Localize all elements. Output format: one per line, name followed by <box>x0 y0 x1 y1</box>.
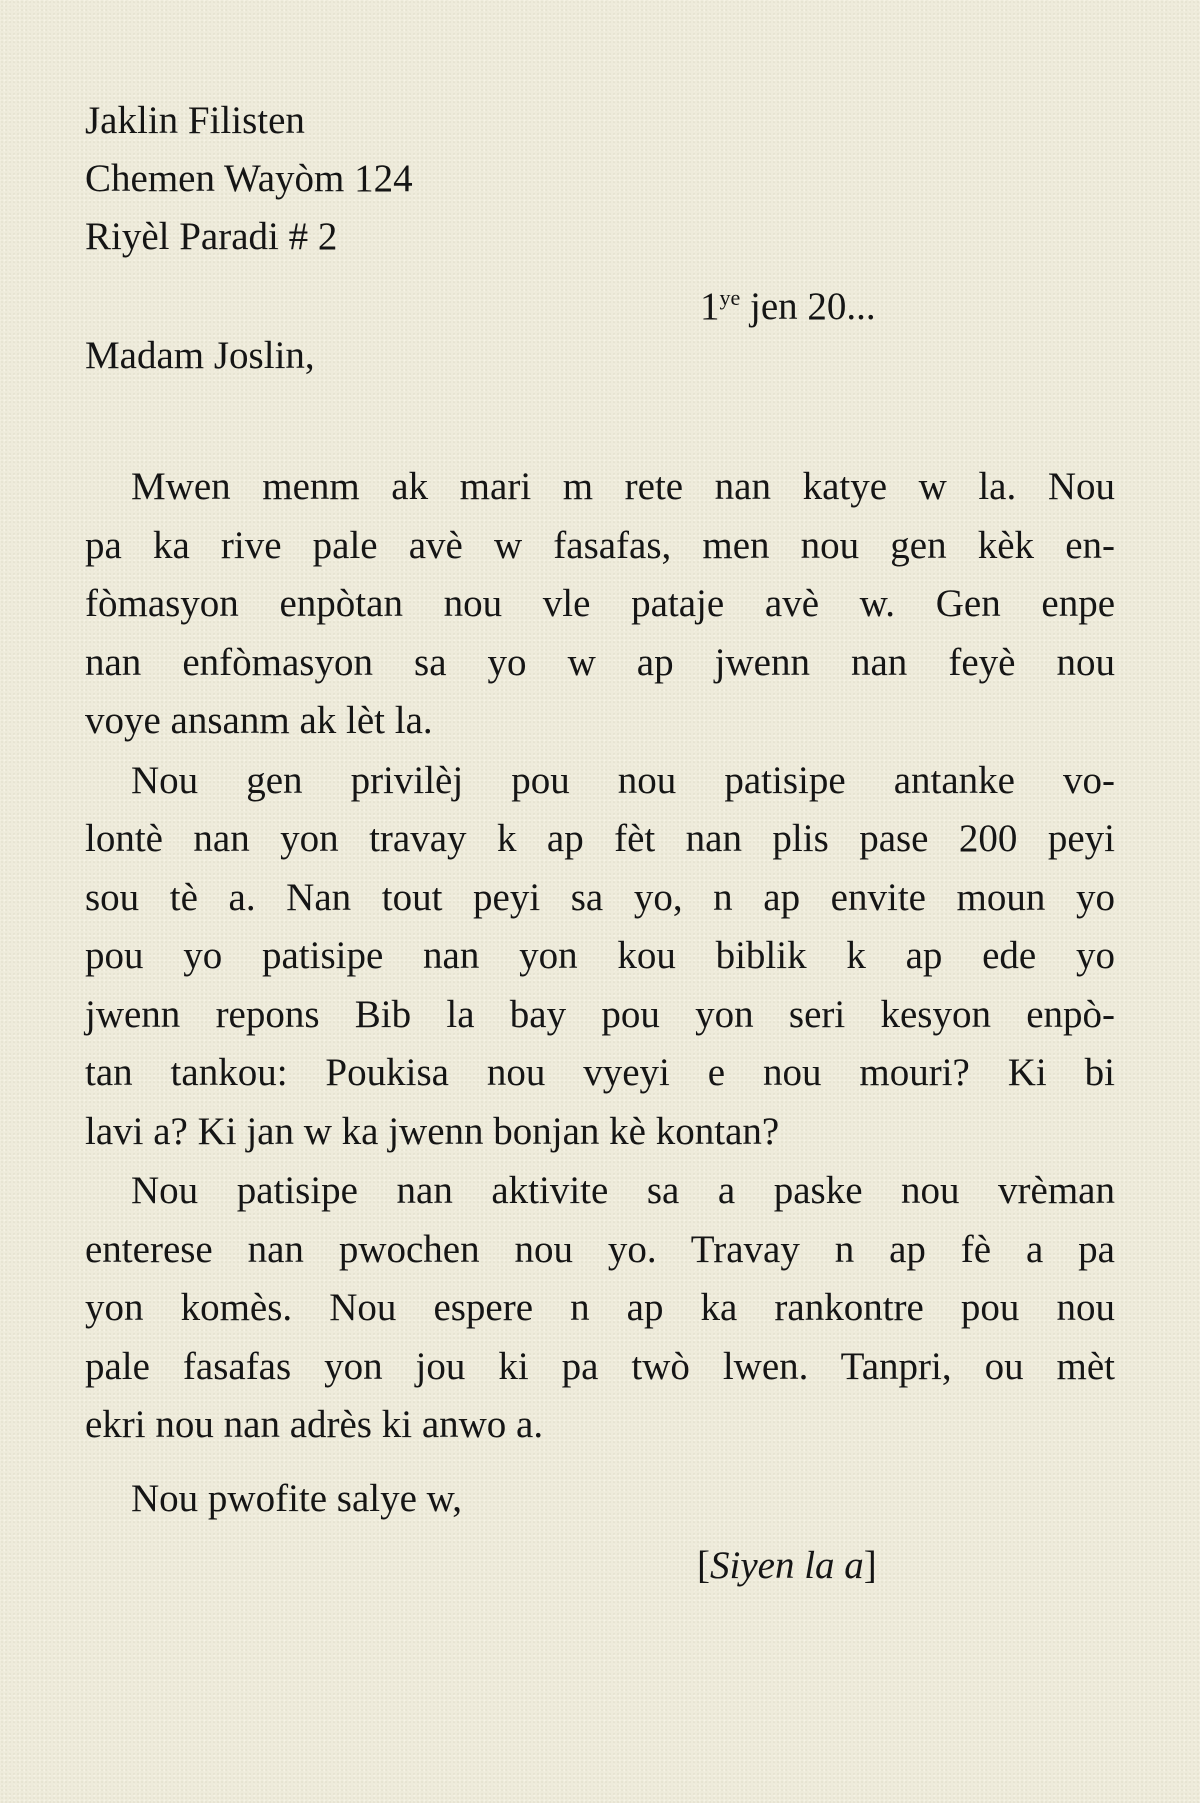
bracket-open: [ <box>697 1544 710 1587</box>
date-suffix: ye <box>719 285 741 310</box>
text-line: voye ansanm ak lèt la. <box>85 699 433 742</box>
text-line: enterese nan pwochen nou yo. Travay n ap fè a pa <box>85 1227 1115 1271</box>
text-line: ekri nou nan adrès ki anwo a. <box>85 1403 544 1446</box>
letter-body <box>85 458 1115 1456</box>
closing: Nou pwofite salye w, <box>131 1477 463 1520</box>
text-line: pale fasafas yon jou ki pa twò lwen. Tanpri, ou mèt <box>85 1344 1115 1388</box>
text-line: tan tankou: Poukisa nou vyeyi e nou mouri? Ki bi <box>85 1051 1115 1094</box>
text-line: fòmasyon enpòtan nou vle pataje avè w. Gen enpe <box>85 582 1115 625</box>
signature-placeholder <box>697 1543 877 1588</box>
date-day: 1 <box>700 285 720 328</box>
date-rest: jen 20... <box>750 285 876 328</box>
text-line: pa ka rive pale avè w fasafas, men nou gen kèk en- <box>85 523 1115 567</box>
sender-name: Jaklin Filisten <box>85 99 305 142</box>
text-line: Nou patisipe nan aktivite sa a paske nou vrèman <box>131 1169 1115 1212</box>
sender-address <box>85 92 1115 266</box>
text-line: Nou gen privilèj pou nou patisipe antanke vo- <box>131 758 1115 802</box>
text-line: nan enfòmasyon sa yo w ap jwenn nan feyè nou <box>85 640 1115 684</box>
text-line: pou yo patisipe nan yon kou biblik k ap ede yo <box>85 934 1115 977</box>
text-line: lontè nan yon travay k ap fèt nan plis pase 200 peyi <box>85 817 1115 860</box>
paragraph-2 <box>85 752 1115 1162</box>
text-line: yon komès. Nou espere n ap ka rankontre pou nou <box>85 1286 1115 1329</box>
paragraph-1 <box>85 458 1115 751</box>
text-line: Mwen menm ak mari m rete nan katye w la. Nou <box>131 465 1115 508</box>
text-line: lavi a? Ki jan w ka jwenn bonjan kè kontan? <box>85 1109 780 1153</box>
paragraph-3 <box>85 1162 1115 1455</box>
bracket-close: ] <box>863 1544 877 1587</box>
sender-street: Chemen Wayòm 124 <box>85 157 413 200</box>
text-line: jwenn repons Bib la bay pou yon seri kesyon enpò- <box>85 992 1115 1036</box>
text-line: sou tè a. Nan tout peyi sa yo, n ap envite moun yo <box>85 875 1115 919</box>
letter-date <box>700 284 876 329</box>
sender-city: Riyèl Paradi # 2 <box>85 215 338 258</box>
signature-text: Siyen la a <box>710 1544 864 1587</box>
salutation: Madam Joslin, <box>85 334 315 377</box>
